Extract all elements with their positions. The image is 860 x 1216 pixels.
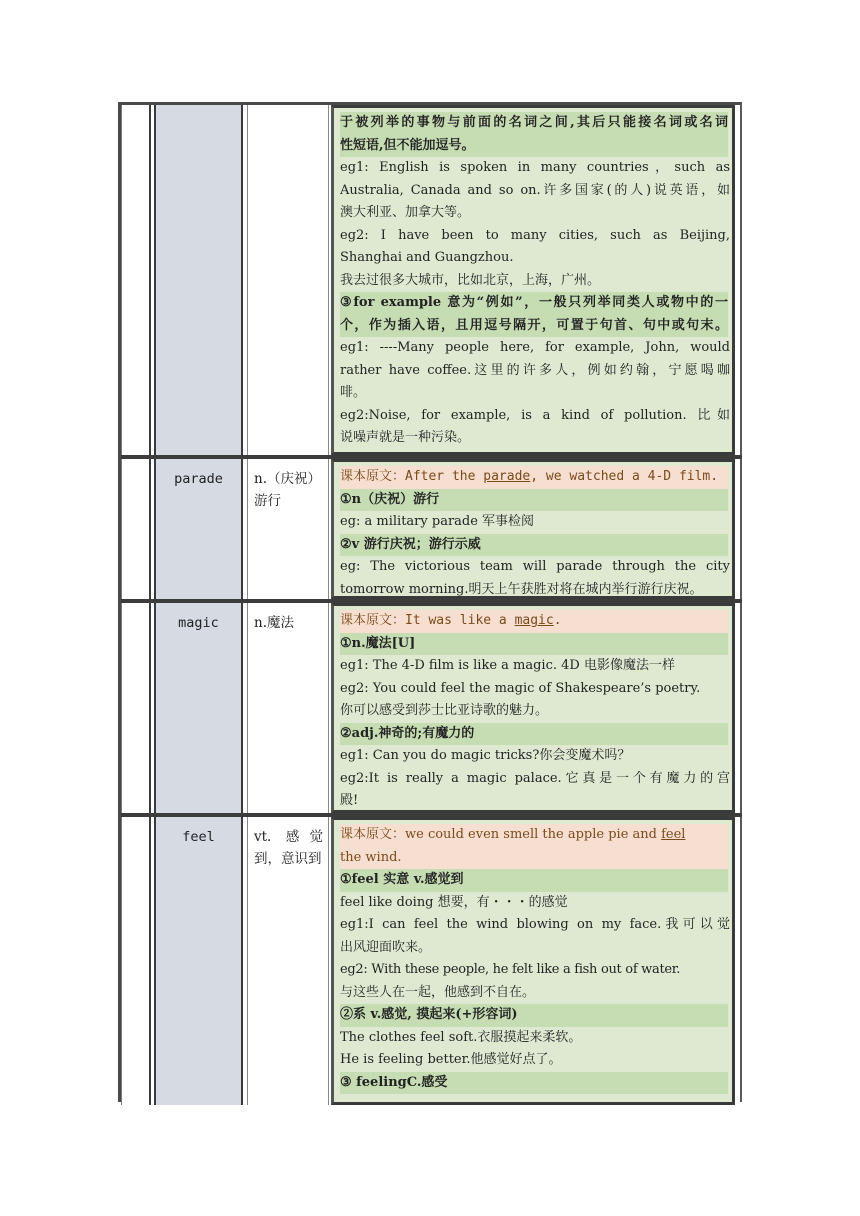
- note-line: 澳大利亚、加拿大等。: [340, 205, 471, 220]
- note-line: eg2:Noise, for example, is a kind of pollution. 比如: [340, 407, 730, 423]
- note-line: ③ feelingC.感受: [340, 1072, 728, 1095]
- note-line: 啡。: [340, 385, 367, 400]
- notes-cell: [331, 459, 735, 599]
- note-line: 与这些人在一起，他感到不自在。: [340, 984, 536, 1000]
- note-line: ①feel 实意 v.感觉到: [340, 869, 728, 892]
- original-suffix: .: [553, 613, 562, 628]
- original-text-line2: the wind.: [340, 847, 728, 870]
- vocabulary-table: [118, 102, 742, 1102]
- note-line: 你可以感受到莎士比亚诗歌的魅力。: [340, 703, 549, 718]
- note-line: 性短语,但不能加逗号。: [340, 135, 728, 158]
- meaning-cell: [247, 105, 329, 455]
- original-suffix: , we watched a 4-D film.: [530, 469, 719, 484]
- original-key: feel: [661, 827, 686, 842]
- note-line: He is feeling better.他感觉好点了。: [340, 1052, 562, 1067]
- note-line: ①n（庆祝）游行: [340, 489, 728, 512]
- note-line: eg2: I have been to many cities, such as Beijing,: [340, 227, 730, 243]
- note-line: eg1: Can you do magic tricks?你会变魔术吗？: [340, 748, 631, 763]
- note-line: 个，作为插入语，且用逗号隔开，可置于句首、句中或句末。: [340, 315, 728, 338]
- note-line: eg2: With these people, he felt like a fish out of water.: [340, 962, 681, 977]
- note-line: ①n.魔法[U]: [340, 633, 728, 656]
- table-row: [121, 105, 742, 455]
- word-cell: magic: [154, 603, 243, 813]
- note-line: eg1: ----Many people here, for example, John, would: [340, 340, 730, 355]
- note-line: eg1:I can feel the wind blowing on my face.我可以觉: [340, 917, 730, 932]
- table-row: [121, 817, 742, 1105]
- original-prefix: 课本原文：we could even smell the apple pie and: [340, 827, 662, 842]
- original-key: magic: [514, 613, 554, 628]
- note-line: 殿!: [340, 793, 359, 808]
- notes-cell: [331, 603, 735, 813]
- word-cell: feel: [154, 817, 243, 1105]
- word-cell: [154, 105, 243, 455]
- note-line: Shanghai and Guangzhou.: [340, 250, 514, 265]
- note-line: eg2: You could feel the magic of Shakespeare’s poetry.: [340, 680, 701, 696]
- note-line: eg: a military parade 军事检阅: [340, 514, 535, 529]
- note-line: eg1: The 4-D film is like a magic. 4D 电影像魔法一样: [340, 658, 675, 673]
- note-line: feel like doing 想要，有・・・的感觉: [340, 894, 568, 910]
- note-line: ②adj.神奇的;有魔力的: [340, 723, 728, 746]
- note-line: eg: The victorious team will parade through the city: [340, 559, 730, 574]
- note-line: 于被列举的事物与前面的名词之间,其后只能接名词或名词: [340, 112, 728, 135]
- index-cell: [121, 603, 151, 813]
- note-line: 说噪声就是一种污染。: [340, 430, 471, 445]
- note-line: eg2:It is really a magic palace.它真是一个有魔力的宫: [340, 770, 730, 786]
- original-text: [340, 610, 728, 633]
- meaning-cell: n.（庆祝）游行: [247, 459, 329, 599]
- note-line: 出风迎面吹来。: [340, 939, 432, 955]
- note-line: Australia, Canada and so on.许多国家(的人)说英语，如: [340, 182, 730, 198]
- original-prefix: 课本原文：It was like a: [340, 613, 515, 628]
- original-prefix: 课本原文：After the: [340, 469, 484, 484]
- meaning-cell: n.魔法: [247, 603, 329, 813]
- note-line: rather have coffee.这里的许多人，例如约翰，宁愿喝咖: [340, 362, 730, 378]
- index-cell: [121, 105, 151, 455]
- original-text: [340, 824, 728, 847]
- meaning-cell: vt. 感觉到，意识到: [247, 817, 329, 1105]
- note-line: 我去过很多大城市，比如北京，上海，广州。: [340, 272, 601, 288]
- note-line: The clothes feel soft.衣服摸起来柔软。: [340, 1029, 582, 1045]
- note-line: tomorrow morning.明天上午获胜对将在城内举行游行庆祝。: [340, 581, 703, 597]
- notes-cell: [331, 817, 735, 1105]
- table-row: [121, 459, 742, 599]
- note-line: eg1: English is spoken in many countries，such as: [340, 160, 730, 175]
- original-key: parade: [483, 469, 531, 484]
- index-cell: [121, 817, 151, 1105]
- table-row: [121, 603, 742, 813]
- original-text: [340, 466, 728, 489]
- index-cell: [121, 459, 151, 599]
- note-line: ③for example 意为“例如”，一般只列举同类人或物中的一: [340, 292, 728, 315]
- word-cell: parade: [154, 459, 243, 599]
- notes-cell: [331, 105, 735, 455]
- note-line: ②v 游行庆祝；游行示威: [340, 534, 728, 557]
- note-line: ②系 v.感觉, 摸起来(+形容词): [340, 1004, 728, 1027]
